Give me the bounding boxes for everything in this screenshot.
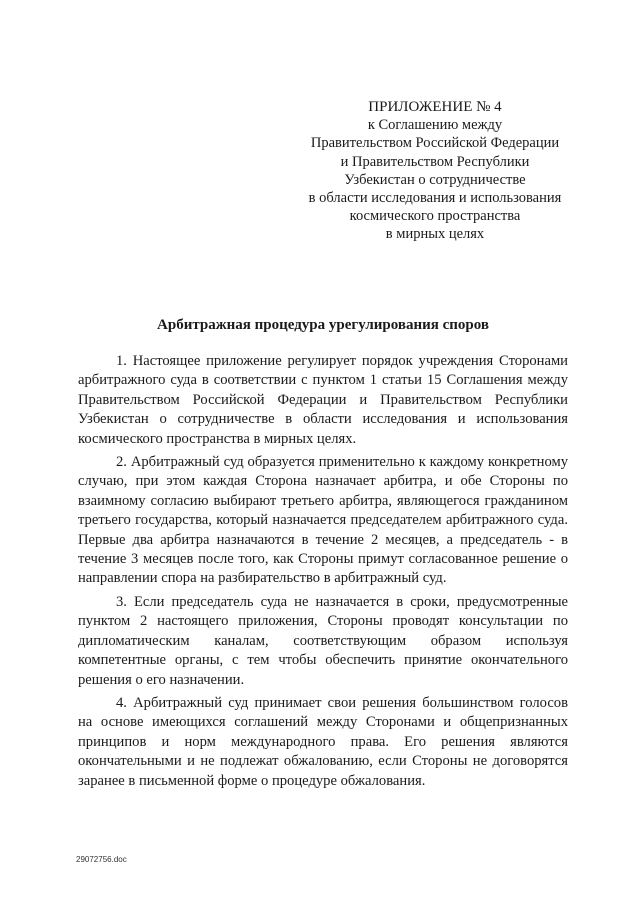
document-body <box>78 352 568 795</box>
paragraph-2: 2. Арбитражный суд образуется применительно к каждому конкретному случаю, при этом каждая Сторона назначает арбитра, и обе Стороны по взаимному согласию выбирают третьего арбитра, являющегося гражданином третьего государства, который назначается председателем арбитражного суда. Первые два арбитра назначаются в течение 2 месяцев, а председатель - в течение 3 месяцев после того, как Стороны примут согласованное решение о направлении спора на разбирательство в арбитражный суд. <box>78 454 568 587</box>
paragraph-4: 4. Арбитражный суд принимает свои решения большинством голосов на основе имеющихся соглашений между Сторонами и общепризнанных принципов и норм международного права. Его решения являются окончательными и не подлежат обжалованию, если Стороны не договорятся заранее в письменной форме о процедуре обжалования. <box>78 694 568 789</box>
annex-header-line: космического пространства <box>349 208 521 225</box>
annex-header-line: и Правительством Республики <box>340 153 530 170</box>
paragraph-1: 1. Настоящее приложение регулирует порядок учреждения Сторонами арбитражного суда в соответствии с пунктом 1 статьи 15 Соглашения между Правительством Российской Федерации и Правительством Республики Узбекистан о сотрудничестве в области исследования и использования космического пространства в мирных целях. <box>78 353 568 447</box>
paragraph-3: 3. Если председатель суда не назначается в сроки, предусмотренные пунктом 2 настоящего приложения, Стороны проводят консультации по дипломатическим каналам, соответствующим образом используя компетентные органы, с тем чтобы обеспечить принятие окончательного решения о его назначении. <box>78 593 568 688</box>
annex-title: ПРИЛОЖЕНИЕ № 4 <box>368 99 502 115</box>
footer-filename: 29072756.doc <box>76 855 127 864</box>
document-title: Арбитражная процедура урегулирования споров <box>157 317 489 333</box>
annex-header-line: в мирных целях <box>385 226 485 243</box>
annex-header-line: Узбекистан о сотрудничестве <box>344 171 526 188</box>
annex-header <box>290 98 580 244</box>
annex-header-line: к Соглашению между <box>367 117 503 134</box>
annex-header-line: Правительством Российской Федерации <box>310 135 560 152</box>
annex-header-line: в области исследования и использования <box>308 190 562 207</box>
